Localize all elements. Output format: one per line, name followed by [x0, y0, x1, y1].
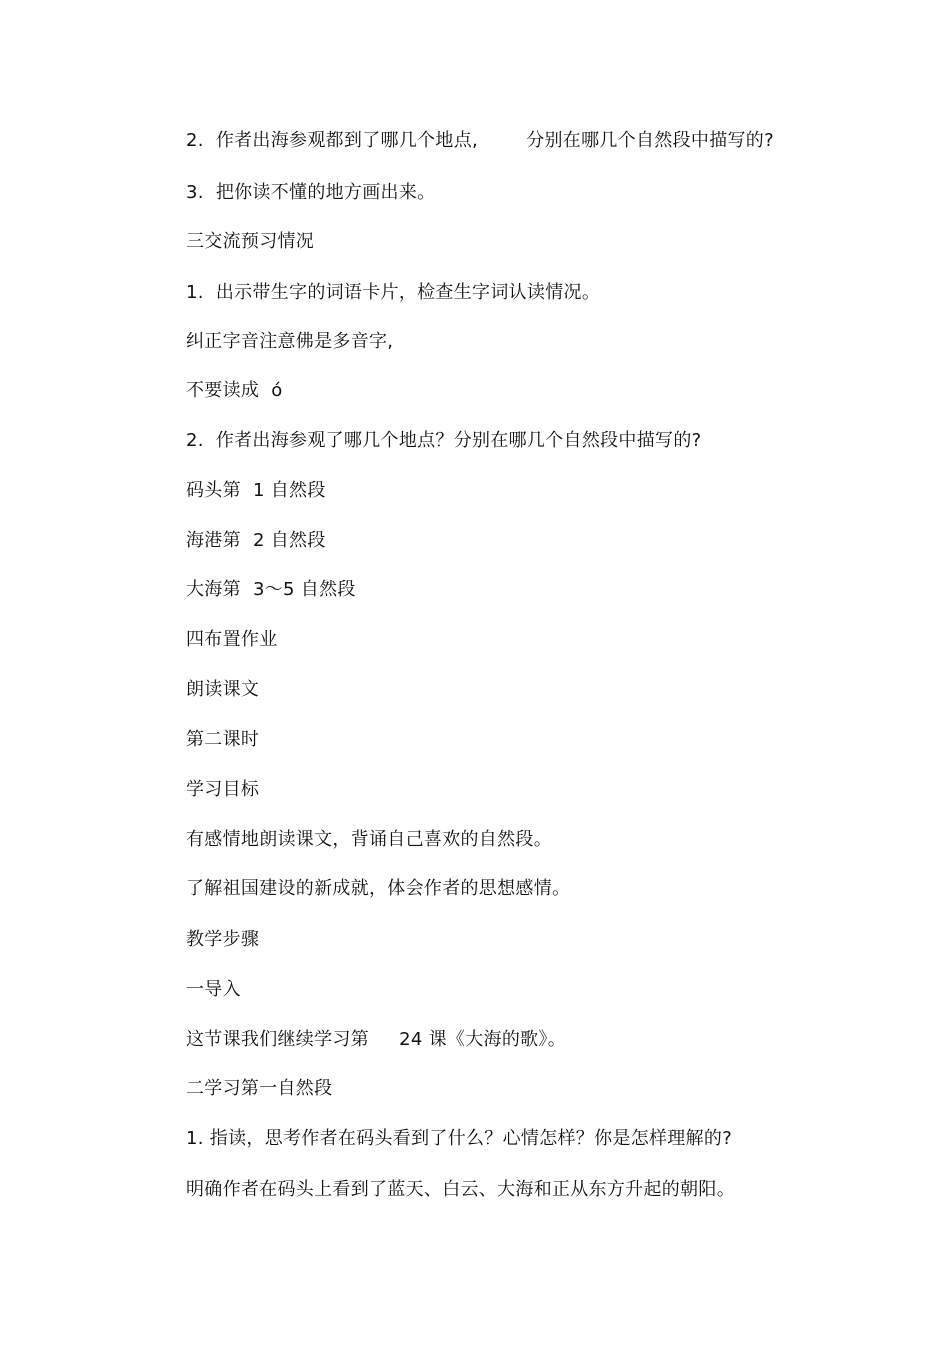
section-heading: 四布置作业 [186, 629, 278, 650]
text-line: 2. 作者出海参观都到了哪几个地点, 分别在哪几个自然段中描写的? [186, 130, 774, 151]
text-line: 2. 作者出海参观了哪几个地点？分别在哪几个自然段中描写的? [186, 430, 702, 451]
section-heading: 教学步骤 [186, 929, 260, 950]
text-line: 明确作者在码头上看到了蓝天、白云、大海和正从东方升起的朝阳。 [186, 1179, 735, 1200]
section-heading: 第二课时 [186, 729, 260, 750]
text-line: 海港第 2 自然段 [186, 530, 326, 551]
text-line: 有感情地朗读课文，背诵自己喜欢的自然段。 [186, 829, 552, 850]
text-line: 不要读成 ó [186, 380, 283, 401]
section-heading: 二学习第一自然段 [186, 1078, 333, 1099]
text-line: 纠正字音注意佛是多音字, [186, 331, 394, 352]
text-line: 1. 指读，思考作者在码头看到了什么？心情怎样？你是怎样理解的? [186, 1128, 733, 1149]
text-line: 1. 出示带生字的词语卡片，检查生字词认读情况。 [186, 282, 601, 303]
text-line: 3. 把你读不懂的地方画出来。 [186, 182, 436, 203]
text-line: 这节课我们继续学习第 24 课《大海的歌》。 [186, 1029, 567, 1050]
text-line: 大海第 3～5 自然段 [186, 579, 356, 600]
text-line: 朗读课文 [186, 679, 260, 700]
section-heading: 学习目标 [186, 779, 260, 800]
text-line: 了解祖国建设的新成就，体会作者的思想感情。 [186, 878, 571, 899]
text-line: 码头第 1 自然段 [186, 480, 326, 501]
section-heading: 一导入 [186, 979, 241, 1000]
section-heading: 三交流预习情况 [186, 231, 315, 252]
